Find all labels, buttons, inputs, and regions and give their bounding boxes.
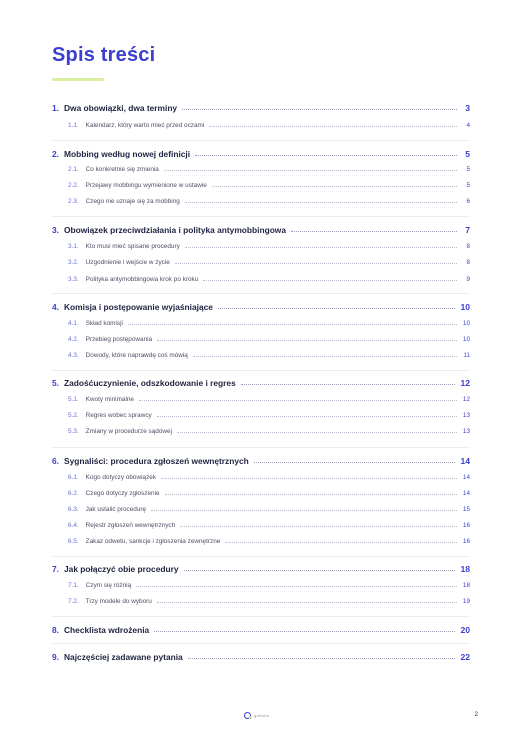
dotted-leader [157,602,457,603]
toc-subitem-label: Kto musi mieć spisane procedury [85,243,180,250]
toc-item-number: 1. [52,103,59,113]
dotted-leader [212,186,457,187]
toc-subitem-number: 4.3. [68,352,79,359]
toc-subitem-label: Jak ustalić procedurę [85,506,147,513]
dotted-leader [185,247,457,248]
toc-subitem-1-1[interactable] [68,122,470,129]
toc-item-label: Dwa obowiązki, dwa terminy [64,103,178,113]
toc-subitem-page: 13 [462,412,470,419]
toc-subitem-number: 6.4. [68,522,79,529]
toc-subitem-6-3[interactable] [68,506,470,513]
toc-subitem-number: 6.5. [68,538,79,545]
section-divider [52,616,470,617]
toc-subitem-number: 2.3. [68,198,79,205]
dotted-leader [161,478,457,479]
section-divider [52,216,470,217]
toc-subitem-page: 9 [466,276,470,283]
brand-logo-icon [244,712,251,719]
toc-subitem-number: 5.1. [68,396,79,403]
toc-subitem-3-2[interactable] [68,259,470,266]
toc-subitem-5-2[interactable] [68,412,470,419]
toc-subitem-number: 7.2. [68,598,79,605]
dotted-leader [184,570,456,571]
dotted-leader [225,542,457,543]
toc-subitem-page: 14 [462,490,470,497]
dotted-leader [218,308,455,309]
toc-subitem-page: 19 [462,598,470,605]
toc-subitem-number: 6.3. [68,506,79,513]
toc-subitem-label: Trzy modele do wyboru [85,598,152,605]
toc-item-9[interactable] [52,652,470,662]
toc-subitem-number: 6.2. [68,490,79,497]
dotted-leader [291,231,457,232]
toc-item-1[interactable] [52,103,470,113]
toc-subitem-label: Kalendarz, który warto mieć przed oczami [85,122,205,129]
toc-subitem-label: Kwoty minimalne [85,396,134,403]
toc-subitem-number: 6.1. [68,474,79,481]
toc-subitem-label: Czym się różnią [85,582,132,589]
toc-item-page: 18 [460,564,470,574]
toc-subitem-number: 1.1. [68,122,79,129]
dotted-leader [164,170,457,171]
toc-subitem-label: Zmiany w procedurze sądowej [85,428,172,435]
toc-subitem-page: 18 [462,582,470,589]
toc-subitem-label: Przejawy mobbingu wymienione w ustawie [85,182,207,189]
toc-subitem-page: 4 [466,122,470,129]
dotted-leader [157,340,457,341]
dotted-leader [195,155,457,156]
dotted-leader [180,526,457,527]
toc-item-3[interactable] [52,225,470,235]
toc-subitem-page: 10 [462,320,470,327]
dotted-leader [157,416,457,417]
toc-subitem-page: 6 [466,198,470,205]
toc-subitem-label: Skład komisji [85,320,123,327]
toc-subitem-page: 8 [466,259,470,266]
toc-item-number: 8. [52,625,59,635]
toc-subitem-6-5[interactable] [68,538,470,545]
toc-subitem-number: 7.1. [68,582,79,589]
toc-subitem-6-1[interactable] [68,474,470,481]
dotted-leader [185,202,457,203]
toc-subitem-page: 13 [462,428,470,435]
dotted-leader [188,658,456,659]
dotted-leader [193,356,457,357]
toc-subitem-label: Przebieg postępowania [85,336,153,343]
toc-subitem-page: 8 [466,243,470,250]
toc-subitem-label: Regres wobec sprawcy [85,412,152,419]
toc-item-label: Checklista wdrożenia [64,625,150,635]
toc-item-label: Jak połączyć obie procedury [64,564,179,574]
toc-item-page: 14 [460,456,470,466]
toc-subitem-label: Czego nie uznaje się za mobbing [85,198,180,205]
toc-item-label: Najczęściej zadawane pytania [64,652,183,662]
toc-item-page: 20 [460,625,470,635]
toc-subitem-number: 5.2. [68,412,79,419]
dotted-leader [136,586,457,587]
section-divider [52,293,470,294]
page-title: Spis treści [52,44,156,66]
toc-subitem-page: 12 [462,396,470,403]
toc-item-number: 9. [52,652,59,662]
dotted-leader [139,400,457,401]
toc-item-page: 5 [465,149,470,159]
toc-item-page: 12 [460,378,470,388]
toc-subitem-label: Polityka antymobbingowa krok po kroku [85,276,199,283]
toc-item-8[interactable] [52,625,470,635]
toc-subitem-page: 5 [466,166,470,173]
toc-subitem-label: Co konkretnie się zmienia [85,166,159,173]
toc-subitem-page: 14 [462,474,470,481]
toc-subitem-2-1[interactable] [68,166,470,173]
dotted-leader [241,384,456,385]
dotted-leader [254,462,456,463]
toc-subitem-7-1[interactable] [68,582,470,589]
toc-item-number: 6. [52,456,59,466]
toc-subitem-6-2[interactable] [68,490,470,497]
dotted-leader [154,631,455,632]
toc-subitem-2-3[interactable] [68,198,470,205]
section-divider [52,556,470,557]
toc-item-page: 10 [460,302,470,312]
toc-subitem-number: 2.1. [68,166,79,173]
section-divider [52,140,470,141]
toc-subitem-label: Zakaz odwetu, sankcje i zgłoszenia zewnętrzne [85,538,221,545]
toc-subitem-3-3[interactable] [68,276,470,283]
toc-item-label: Komisja i postępowanie wyjaśniające [64,302,213,312]
toc-subitem-3-1[interactable] [68,243,470,250]
toc-subitem-label: Rejestr zgłoszeń wewnętrznych [85,522,176,529]
toc-subitem-number: 3.2. [68,259,79,266]
toc-subitem-4-2[interactable] [68,336,470,343]
toc-item-page: 3 [465,103,470,113]
toc-subitem-page: 10 [462,336,470,343]
toc-item-label: Sygnaliści: procedura zgłoszeń wewnętrznych [64,456,249,466]
toc-subitem-number: 2.2. [68,182,79,189]
toc-subitem-page: 15 [462,506,470,513]
toc-subitem-page: 5 [466,182,470,189]
dotted-leader [128,324,457,325]
toc-item-5[interactable] [52,378,470,388]
toc-subitem-2-2[interactable] [68,182,470,189]
toc-subitem-label: Czego dotyczy zgłoszenie [85,490,160,497]
toc-subitem-page: 16 [462,522,470,529]
toc-item-label: Mobbing według nowej definicji [64,149,191,159]
dotted-leader [151,510,457,511]
toc-item-number: 3. [52,225,59,235]
toc-subitem-number: 3.3. [68,276,79,283]
page-number: 2 [474,712,478,718]
toc-subitem-label: Dowody, które naprawdę coś mówią [85,352,188,359]
toc-subitem-5-3[interactable] [68,428,470,435]
toc-subitem-4-3[interactable] [68,352,470,359]
toc-subitem-4-1[interactable] [68,320,470,327]
footer-logo [244,712,269,719]
toc-subitem-page: 16 [462,538,470,545]
dotted-leader [182,109,457,110]
toc-subitem-number: 5.3. [68,428,79,435]
section-divider [52,447,470,448]
toc-item-number: 4. [52,302,59,312]
section-divider [52,370,470,371]
toc-subitem-number: 3.1. [68,243,79,250]
toc-item-number: 7. [52,564,59,574]
dotted-leader [177,432,457,433]
title-accent-bar [52,78,104,81]
toc-subitem-5-1[interactable] [68,396,470,403]
toc-subitem-number: 4.2. [68,336,79,343]
toc-subitem-page: 11 [463,352,470,359]
dotted-leader [175,263,457,264]
brand-name: gofinito [254,713,270,718]
toc-item-number: 2. [52,149,59,159]
toc-subitem-number: 4.1. [68,320,79,327]
toc-subitem-7-2[interactable] [68,598,470,605]
toc-item-7[interactable] [52,564,470,574]
toc-item-2[interactable] [52,149,470,159]
toc-item-label: Obowiązek przeciwdziałania i polityka antymobbingowa [64,225,286,235]
dotted-leader [209,126,457,127]
dotted-leader [165,494,457,495]
toc-item-page: 22 [460,652,470,662]
toc-item-label: Zadośćuczynienie, odszkodowanie i regres [64,378,236,388]
toc-item-number: 5. [52,378,59,388]
toc-item-4[interactable] [52,302,470,312]
section-divider [52,643,470,644]
toc-subitem-label: Kogo dotyczy obowiązek [85,474,157,481]
toc-item-page: 7 [465,225,470,235]
toc-subitem-6-4[interactable] [68,522,470,529]
toc-subitem-label: Uzgodnienie i wejście w życie [85,259,170,266]
dotted-leader [203,280,457,281]
toc-item-6[interactable] [52,456,470,466]
